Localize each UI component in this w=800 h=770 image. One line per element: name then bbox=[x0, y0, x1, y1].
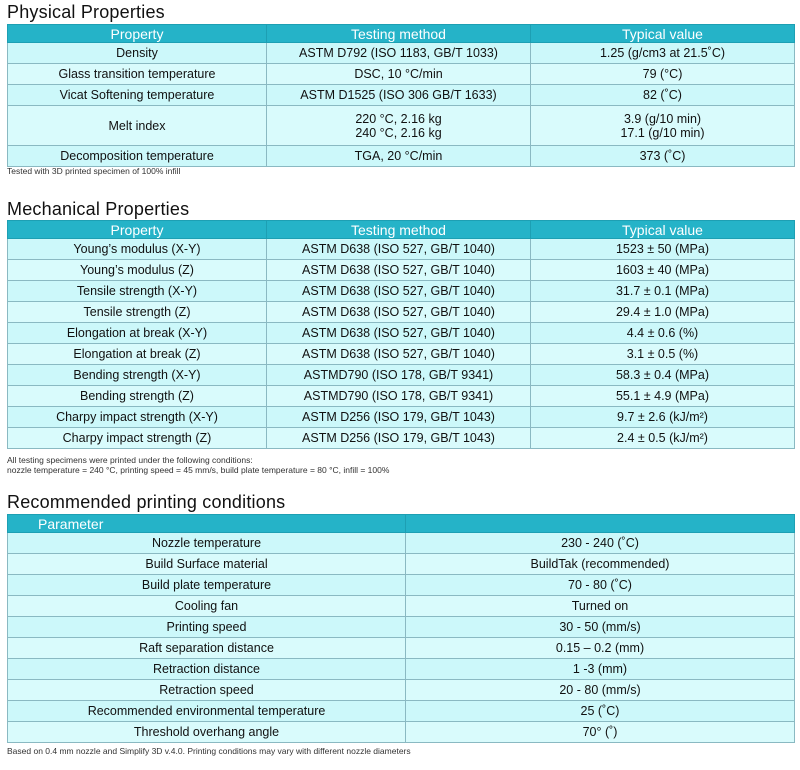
parameter-cell: Threshold overhang angle bbox=[8, 722, 406, 743]
method-cell: TGA, 20 °C/min bbox=[267, 146, 531, 167]
value-cell: 82 (˚C) bbox=[531, 85, 795, 106]
parameter-cell: Build Surface material bbox=[8, 554, 406, 575]
property-cell: Elongation at break (Z) bbox=[8, 344, 267, 365]
value-cell bbox=[531, 106, 795, 146]
method-cell: DSC, 10 °C/min bbox=[267, 64, 531, 85]
value-cell: 9.7 ± 2.6 (kJ/m²) bbox=[531, 407, 795, 428]
property-cell: Charpy impact strength (X-Y) bbox=[8, 407, 267, 428]
table-row bbox=[8, 428, 795, 449]
parameter-cell: Printing speed bbox=[8, 617, 406, 638]
parameter-cell: Retraction speed bbox=[8, 680, 406, 701]
value-cell: 58.3 ± 0.4 (MPa) bbox=[531, 365, 795, 386]
table-row bbox=[8, 281, 795, 302]
method-cell: ASTM D1525 (ISO 306 GB/T 1633) bbox=[267, 85, 531, 106]
column-header-parameter: Parameter bbox=[8, 515, 406, 533]
table-row bbox=[8, 659, 795, 680]
physical-properties-table bbox=[7, 24, 795, 167]
property-cell: Density bbox=[8, 43, 267, 64]
printing-conditions-table bbox=[7, 514, 795, 743]
value-cell: 230 - 240 (˚C) bbox=[406, 533, 795, 554]
table-row bbox=[8, 533, 795, 554]
table-row bbox=[8, 106, 795, 146]
property-cell: Melt index bbox=[8, 106, 267, 146]
value-cell: 30 - 50 (mm/s) bbox=[406, 617, 795, 638]
column-header-property: Property bbox=[8, 25, 267, 43]
table-row bbox=[8, 239, 795, 260]
property-cell: Glass transition temperature bbox=[8, 64, 267, 85]
table-row bbox=[8, 260, 795, 281]
table-row bbox=[8, 407, 795, 428]
value-cell: 4.4 ± 0.6 (%) bbox=[531, 323, 795, 344]
parameter-cell: Build plate temperature bbox=[8, 575, 406, 596]
mechanical-note bbox=[7, 455, 389, 475]
method-line: 220 °C, 2.16 kg bbox=[355, 111, 442, 126]
value-cell: 1.25 (g/cm3 at 21.5˚C) bbox=[531, 43, 795, 64]
property-cell: Decomposition temperature bbox=[8, 146, 267, 167]
value-cell: 25 (˚C) bbox=[406, 701, 795, 722]
method-cell: ASTM D638 (ISO 527, GB/T 1040) bbox=[267, 239, 531, 260]
method-cell: ASTM D638 (ISO 527, GB/T 1040) bbox=[267, 302, 531, 323]
physical-properties-title: Physical Properties bbox=[7, 2, 165, 22]
parameter-cell: Nozzle temperature bbox=[8, 533, 406, 554]
table-row bbox=[8, 722, 795, 743]
value-cell: Turned on bbox=[406, 596, 795, 617]
property-cell: Bending strength (X-Y) bbox=[8, 365, 267, 386]
printing-note: Based on 0.4 mm nozzle and Simplify 3D v.4.0. Printing conditions may vary with different nozzle diameters bbox=[7, 746, 411, 756]
table-row bbox=[8, 575, 795, 596]
table-row bbox=[8, 617, 795, 638]
table-row bbox=[8, 365, 795, 386]
property-cell: Young’s modulus (X-Y) bbox=[8, 239, 267, 260]
method-cell bbox=[267, 106, 531, 146]
method-cell: ASTM D256 (ISO 179, GB/T 1043) bbox=[267, 428, 531, 449]
table-row bbox=[8, 386, 795, 407]
mechanical-properties-table bbox=[7, 220, 795, 449]
value-cell: 1523 ± 50 (MPa) bbox=[531, 239, 795, 260]
value-cell: 1603 ± 40 (MPa) bbox=[531, 260, 795, 281]
value-cell: 3.1 ± 0.5 (%) bbox=[531, 344, 795, 365]
table-row bbox=[8, 554, 795, 575]
property-cell: Young’s modulus (Z) bbox=[8, 260, 267, 281]
printing-conditions-title: Recommended printing conditions bbox=[7, 492, 286, 512]
parameter-cell: Raft separation distance bbox=[8, 638, 406, 659]
table-row bbox=[8, 680, 795, 701]
table-row bbox=[8, 64, 795, 85]
column-header-typical-value: Typical value bbox=[531, 221, 795, 239]
method-cell: ASTM D638 (ISO 527, GB/T 1040) bbox=[267, 344, 531, 365]
table-row bbox=[8, 43, 795, 64]
value-cell: 29.4 ± 1.0 (MPa) bbox=[531, 302, 795, 323]
column-header-testing-method: Testing method bbox=[267, 25, 531, 43]
table-row bbox=[8, 85, 795, 106]
property-cell: Tensile strength (Z) bbox=[8, 302, 267, 323]
value-line: 3.9 (g/10 min) bbox=[623, 111, 702, 126]
value-line: 17.1 (g/10 min) bbox=[620, 125, 705, 140]
table-row bbox=[8, 323, 795, 344]
value-cell: 2.4 ± 0.5 (kJ/m²) bbox=[531, 428, 795, 449]
column-header-property: Property bbox=[8, 221, 267, 239]
table-row bbox=[8, 344, 795, 365]
value-cell: 373 (˚C) bbox=[531, 146, 795, 167]
mechanical-note-line: nozzle temperature = 240 °C, printing speed = 45 mm/s, build plate temperature = 80 °C, infill = 100% bbox=[7, 465, 390, 475]
property-cell: Charpy impact strength (Z) bbox=[8, 428, 267, 449]
method-cell: ASTM D638 (ISO 527, GB/T 1040) bbox=[267, 260, 531, 281]
mechanical-properties-title: Mechanical Properties bbox=[7, 199, 190, 219]
method-cell: ASTM D256 (ISO 179, GB/T 1043) bbox=[267, 407, 531, 428]
table-row bbox=[8, 302, 795, 323]
value-cell: 55.1 ± 4.9 (MPa) bbox=[531, 386, 795, 407]
value-cell: 1 -3 (mm) bbox=[406, 659, 795, 680]
column-header-typical-value: Typical value bbox=[531, 25, 795, 43]
physical-note: Tested with 3D printed specimen of 100% infill bbox=[7, 166, 181, 176]
method-cell: ASTM D638 (ISO 527, GB/T 1040) bbox=[267, 281, 531, 302]
table-row bbox=[8, 701, 795, 722]
method-cell: ASTMD790 (ISO 178, GB/T 9341) bbox=[267, 365, 531, 386]
value-cell: 31.7 ± 0.1 (MPa) bbox=[531, 281, 795, 302]
method-cell: ASTM D638 (ISO 527, GB/T 1040) bbox=[267, 323, 531, 344]
parameter-cell: Cooling fan bbox=[8, 596, 406, 617]
property-cell: Bending strength (Z) bbox=[8, 386, 267, 407]
value-cell: 79 (°C) bbox=[531, 64, 795, 85]
method-cell: ASTM D792 (ISO 1183, GB/T 1033) bbox=[267, 43, 531, 64]
table-row bbox=[8, 596, 795, 617]
method-line: 240 °C, 2.16 kg bbox=[355, 125, 442, 140]
column-header-testing-method: Testing method bbox=[267, 221, 531, 239]
value-cell: 70° (˚) bbox=[406, 722, 795, 743]
value-cell: 20 - 80 (mm/s) bbox=[406, 680, 795, 701]
parameter-cell: Retraction distance bbox=[8, 659, 406, 680]
value-cell: BuildTak (recommended) bbox=[406, 554, 795, 575]
property-cell: Tensile strength (X-Y) bbox=[8, 281, 267, 302]
table-row bbox=[8, 146, 795, 167]
table-row bbox=[8, 638, 795, 659]
method-cell: ASTMD790 (ISO 178, GB/T 9341) bbox=[267, 386, 531, 407]
mechanical-note-line: All testing specimens were printed under the following conditions: bbox=[7, 455, 253, 465]
property-cell: Elongation at break (X-Y) bbox=[8, 323, 267, 344]
property-cell: Vicat Softening temperature bbox=[8, 85, 267, 106]
value-cell: 0.15 – 0.2 (mm) bbox=[406, 638, 795, 659]
value-cell: 70 - 80 (˚C) bbox=[406, 575, 795, 596]
column-header-blank bbox=[406, 515, 795, 533]
parameter-cell: Recommended environmental temperature bbox=[8, 701, 406, 722]
